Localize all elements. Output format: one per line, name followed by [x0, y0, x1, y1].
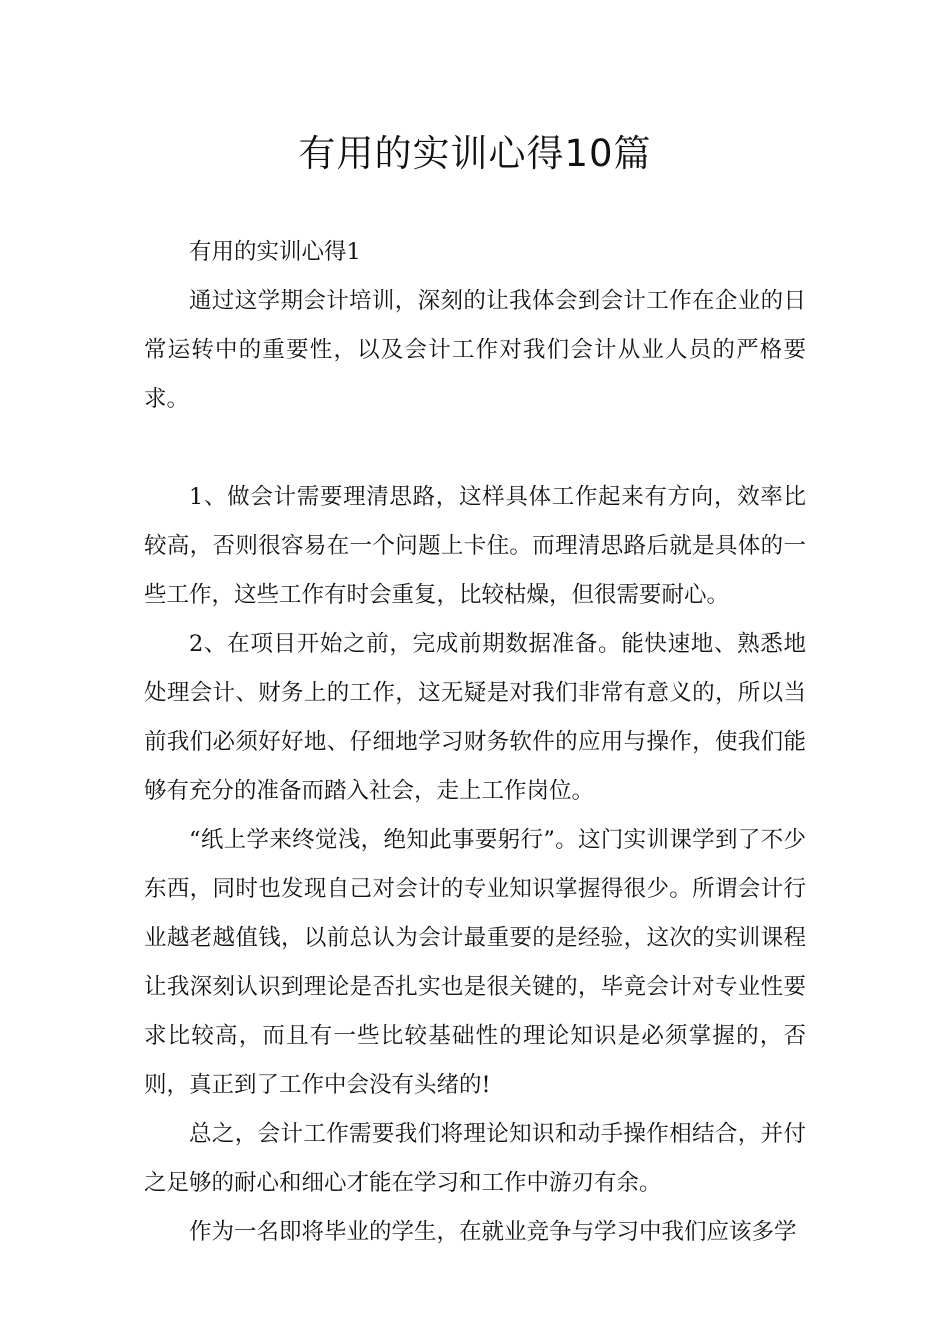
paragraph: “纸上学来终觉浅，绝知此事要躬行”。这门实训课学到了不少东西，同时也发现自己对会计的专业知识掌握得很少。所谓会计行业越老越值钱，以前总认为会计最重要的是经验，这次的实训课程让我深刻认识到理论是否扎实也是很关键的，毕竟会计对专业性要求比较高，而且有一些比较基础性的理论知识是必须掌握的，否则，真正到了工作中会没有头绪的!: [144, 827, 806, 1098]
paragraph: 总之，会计工作需要我们将理论知识和动手操作相结合，并付之足够的耐心和细心才能在学习和工作中游刃有余。: [144, 1121, 806, 1196]
paragraph: 作为一名即将毕业的学生，在就业竞争与学习中我们应该多学: [189, 1219, 797, 1245]
paragraph: 通过这学期会计培训，深刻的让我体会到会计工作在企业的日常运转中的重要性，以及会计工作对我们会计从业人员的严格要求。: [144, 288, 806, 412]
paragraph: 1、做会计需要理清思路，这样具体工作起来有方向，效率比较高，否则很容易在一个问题上卡住。而理清思路后就是具体的一些工作，这些工作有时会重复，比较枯燥，但很需要耐心。: [144, 484, 806, 608]
section-heading: 有用的实训心得1: [189, 239, 361, 265]
document-title: 有用的实训心得10篇: [298, 132, 652, 175]
document-body: [144, 228, 806, 1257]
paragraph: 2、在项目开始之前，完成前期数据准备。能快速地、熟悉地处理会计、财务上的工作，这无疑是对我们非常有意义的，所以当前我们必须好好地、仔细地学习财务软件的应用与操作，使我们能够有充分的准备而踏入社会，走上工作岗位。: [144, 631, 806, 804]
